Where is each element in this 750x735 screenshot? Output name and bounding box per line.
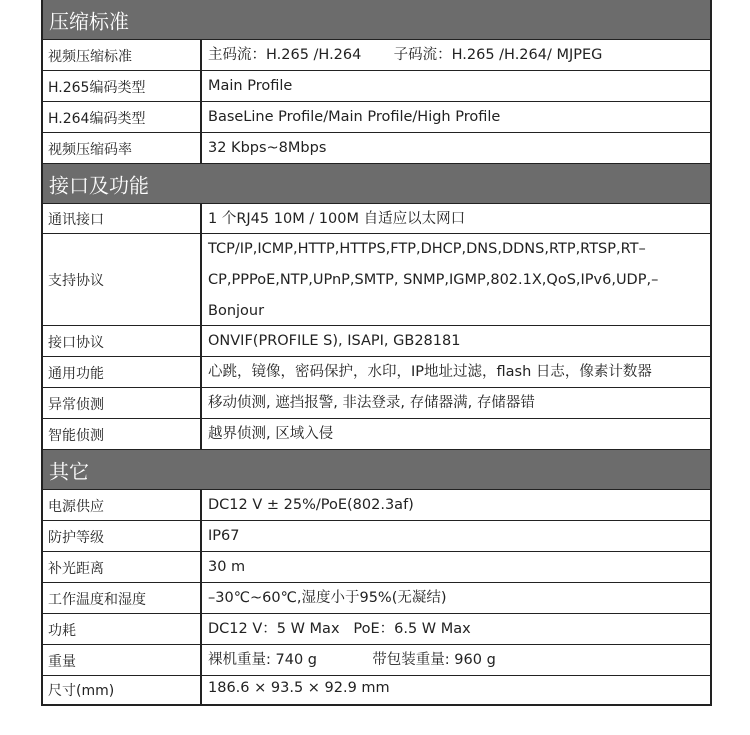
- row-label-cell: [43, 521, 202, 551]
- row-label-cell: [43, 388, 202, 418]
- row-value-cell: [208, 388, 702, 419]
- row-label-cell: [43, 133, 202, 163]
- table-row: [43, 388, 710, 419]
- table-row: [43, 521, 710, 552]
- row-value: DC12 V ± 25%/PoE(802.3af): [208, 497, 414, 513]
- row-value-cell: [208, 583, 702, 614]
- table-row: [43, 490, 710, 521]
- row-value: 186.6 × 93.5 × 92.9 mm: [208, 680, 390, 696]
- row-value-cell: [208, 71, 702, 102]
- row-label: 视频压缩标准: [48, 49, 132, 65]
- row-value-cell: [208, 102, 702, 133]
- row-value: ONVIF(PROFILE S), ISAPI, GB28181: [208, 333, 461, 349]
- row-label-cell: [43, 583, 202, 613]
- row-value: 30 m: [208, 559, 246, 575]
- row-label: 电源供应: [48, 499, 104, 515]
- table-row: [43, 645, 710, 676]
- row-value: 裸机重量: 740 g 带包装重量: 960 g: [208, 652, 496, 668]
- section-header-compression: [43, 0, 710, 40]
- row-label: H.264编码类型: [48, 111, 146, 127]
- row-value-cell: [208, 645, 702, 676]
- row-label: 异常侦测: [48, 397, 104, 413]
- table-row: [43, 326, 710, 357]
- row-value-cell: [208, 490, 702, 521]
- table-row: [43, 552, 710, 583]
- table-row: [43, 676, 710, 704]
- table-row: [43, 40, 710, 71]
- row-label: 通讯接口: [48, 212, 104, 228]
- row-value-cell: [208, 521, 702, 552]
- row-label: 接口协议: [48, 335, 104, 351]
- table-row: [43, 419, 710, 450]
- section-title: 其它: [49, 459, 89, 483]
- row-label: 工作温度和湿度: [48, 592, 146, 608]
- row-label-cell: [43, 490, 202, 520]
- row-value-cell: [208, 234, 702, 327]
- row-label-cell: [43, 552, 202, 582]
- section-title: 压缩标准: [49, 9, 129, 33]
- row-label: 重量: [48, 654, 76, 670]
- table-row: [43, 204, 710, 234]
- table-row: [43, 357, 710, 388]
- row-label: H.265编码类型: [48, 80, 146, 96]
- row-value-cell: [208, 614, 702, 645]
- table-row: [43, 102, 710, 133]
- row-value-cell: [208, 676, 702, 700]
- row-label: 视频压缩码率: [48, 142, 132, 158]
- row-value-cell: [208, 133, 702, 164]
- row-value-cell: [208, 40, 702, 71]
- row-value: –30℃~60℃,湿度小于95%(无凝结): [208, 590, 447, 606]
- row-value-cell: [208, 419, 702, 450]
- row-label-cell: [43, 102, 202, 132]
- table-row: [43, 71, 710, 102]
- row-label-cell: [43, 40, 202, 70]
- row-value: BaseLine Profile/Main Profile/High Profile: [208, 109, 501, 125]
- table-row: [43, 614, 710, 645]
- row-label: 补光距离: [48, 561, 104, 577]
- row-value-line: Bonjour: [208, 303, 265, 319]
- row-value-cell: [208, 357, 702, 388]
- row-value: 32 Kbps~8Mbps: [208, 140, 327, 156]
- row-value: 主码流：H.265 /H.264 子码流：H.265 /H.264/ MJPEG: [208, 47, 603, 63]
- section-header-interfaces: [43, 164, 710, 204]
- row-label-cell: [43, 357, 202, 387]
- row-value-cell: [208, 204, 702, 235]
- row-label: 功耗: [48, 623, 76, 639]
- row-label-cell: [43, 676, 202, 704]
- row-value: DC12 V：5 W Max PoE：6.5 W Max: [208, 621, 471, 637]
- row-value: 1 个RJ45 10M / 100M 自适应以太网口: [208, 211, 466, 227]
- table-row: [43, 583, 710, 614]
- row-value: IP67: [208, 528, 240, 544]
- row-label: 智能侦测: [48, 428, 104, 444]
- spec-table: [41, 0, 712, 706]
- section-header-other: [43, 450, 710, 490]
- row-label-cell: [43, 419, 202, 449]
- row-label: 支持协议: [48, 273, 104, 289]
- row-label: 尺寸(mm): [48, 683, 115, 699]
- row-label-cell: [43, 71, 202, 101]
- row-label: 通用功能: [48, 366, 104, 382]
- row-value: 越界侦测, 区域入侵: [208, 426, 334, 442]
- section-title: 接口及功能: [49, 173, 149, 197]
- row-label-cell: [43, 204, 202, 233]
- table-row: [43, 234, 710, 326]
- table-row: [43, 133, 710, 164]
- row-label: 防护等级: [48, 530, 104, 546]
- row-label-cell: [43, 645, 202, 675]
- row-label-cell: [43, 614, 202, 644]
- row-value: 心跳，镜像，密码保护，水印，IP地址过滤，flash 日志，像素计数器: [208, 364, 652, 380]
- row-label-cell: [43, 326, 202, 356]
- row-value-line: TCP/IP,ICMP,HTTP,HTTPS,FTP,DHCP,DNS,DDNS,RTP,RTSP,RT–: [208, 241, 646, 257]
- row-value-cell: [208, 326, 702, 357]
- row-value: Main Profile: [208, 78, 293, 94]
- row-value-line: CP,PPPoE,NTP,UPnP,SMTP, SNMP,IGMP,802.1X,QoS,IPv6,UDP,–: [208, 272, 659, 288]
- row-label-cell: [43, 234, 202, 325]
- row-value: 移动侦测, 遮挡报警, 非法登录, 存储器满, 存储器错: [208, 395, 535, 411]
- row-value-cell: [208, 552, 702, 583]
